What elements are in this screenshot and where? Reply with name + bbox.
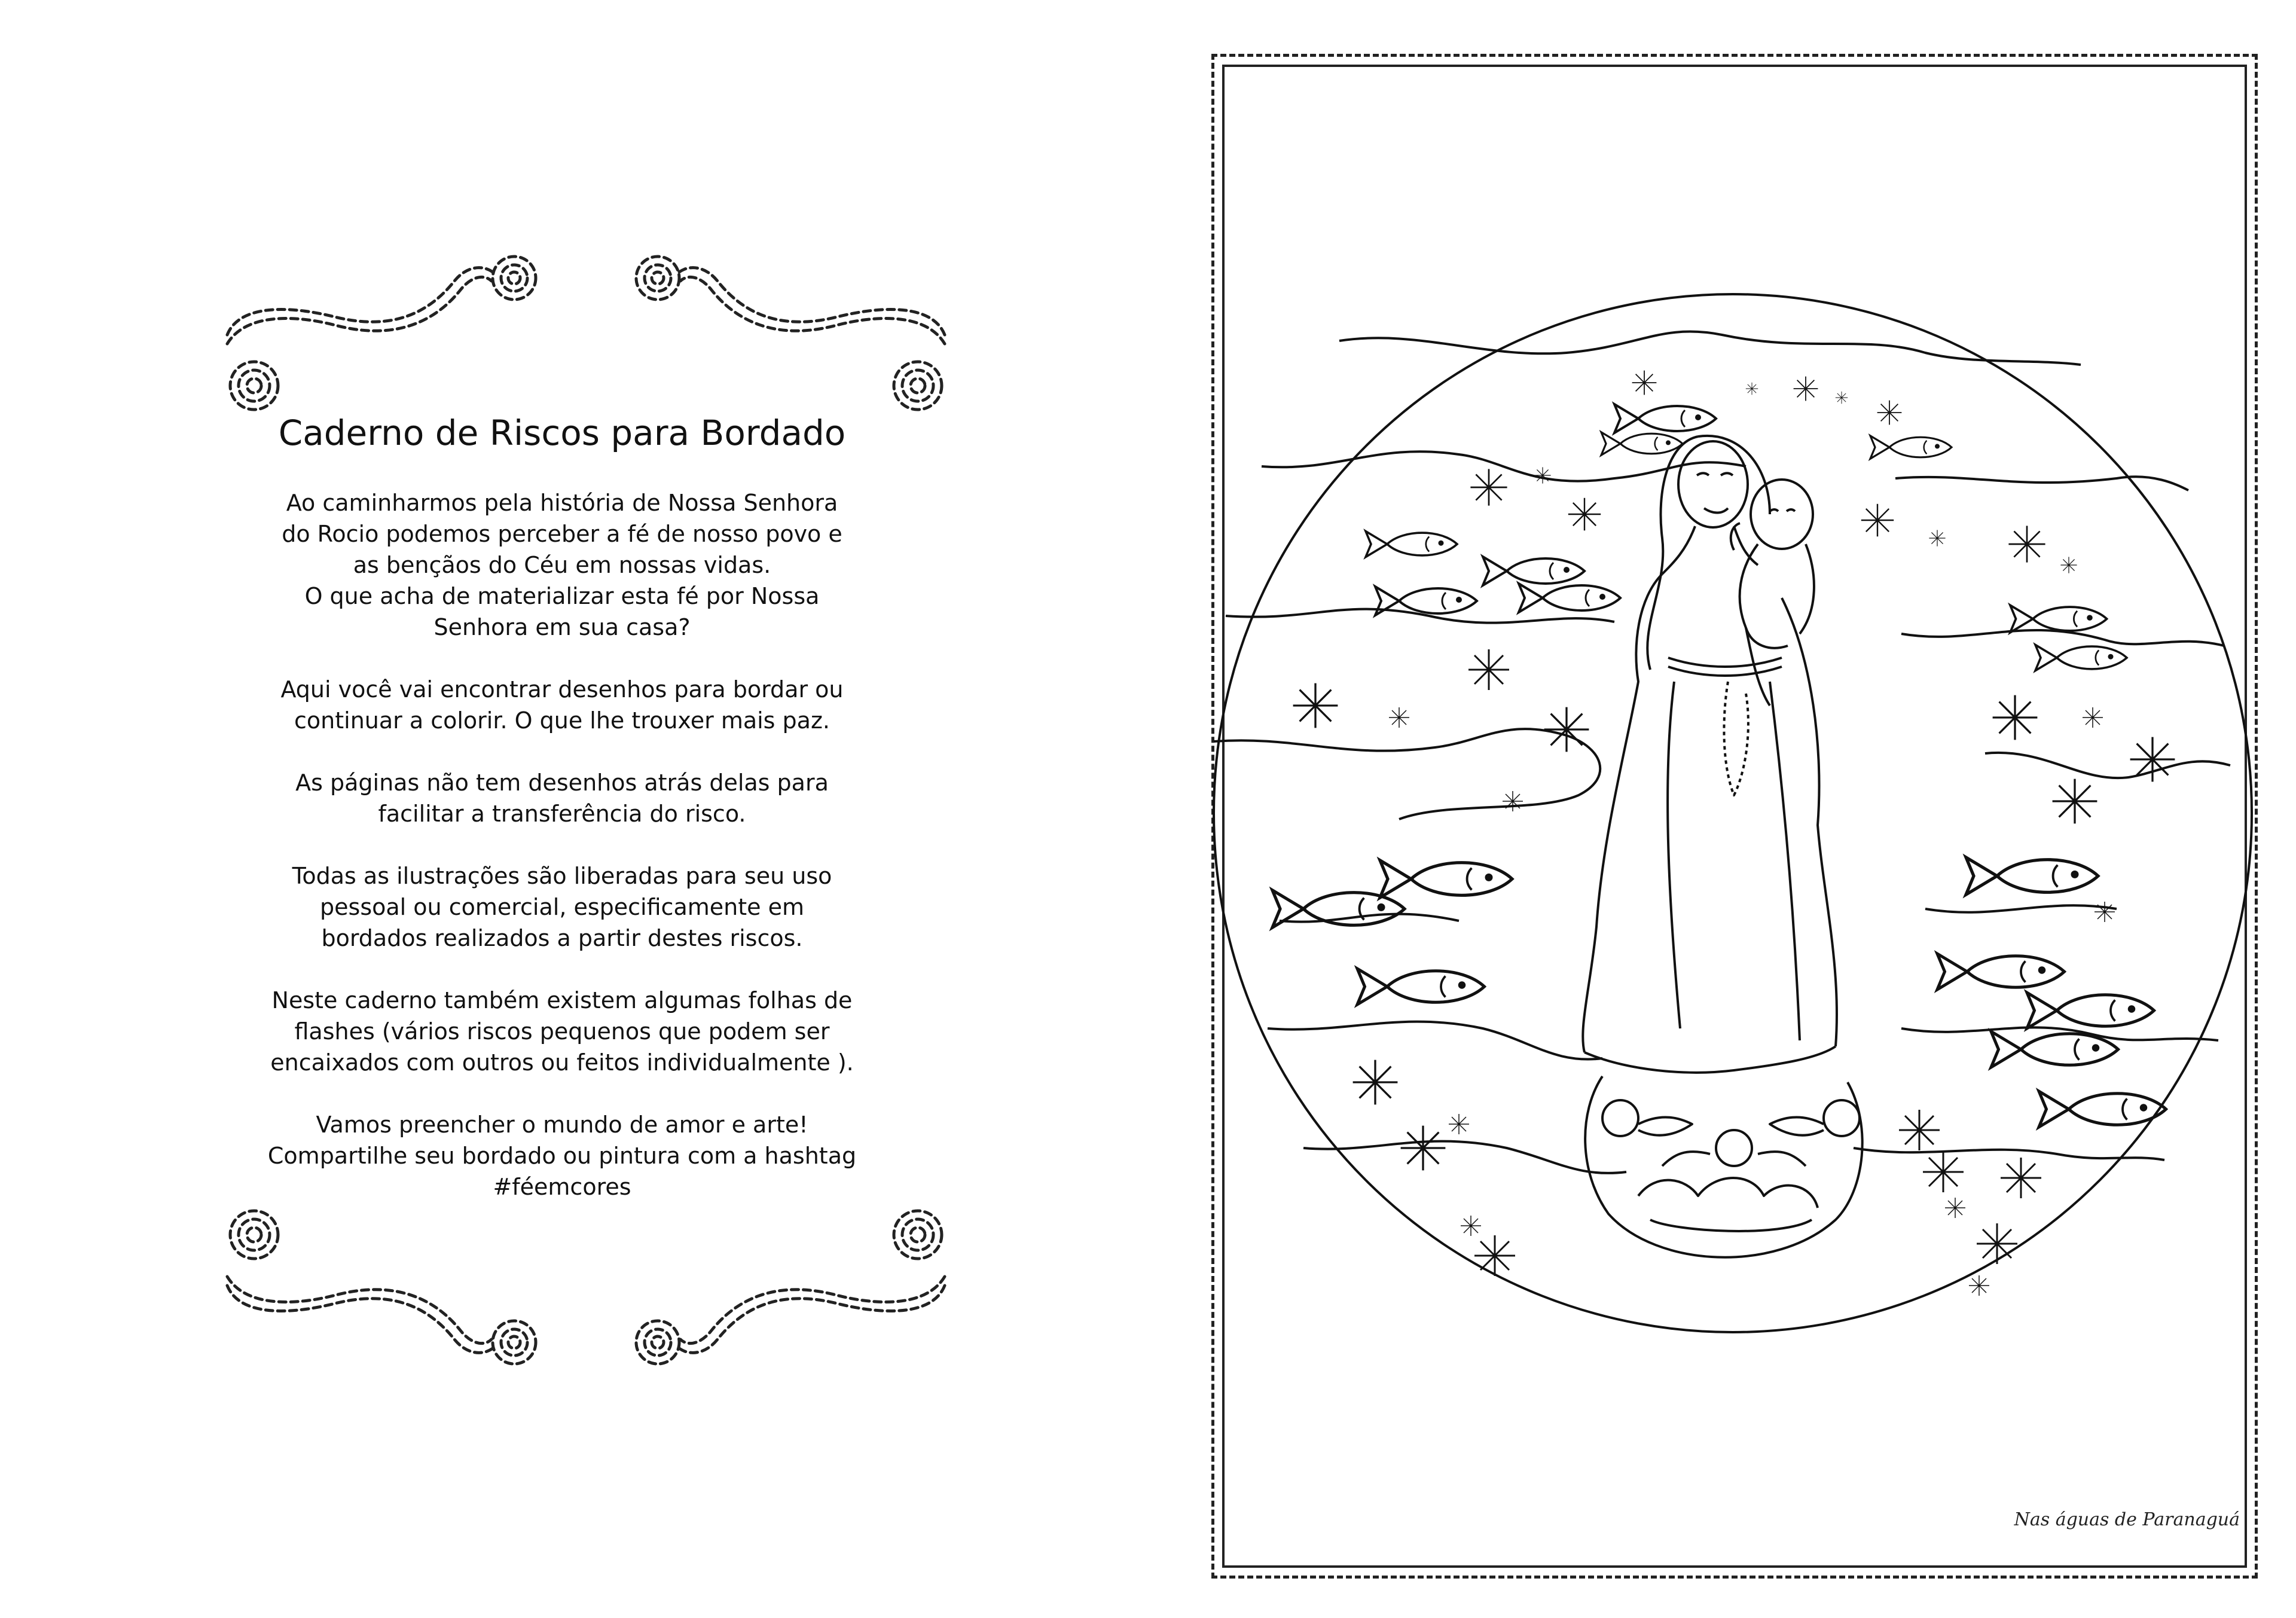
- text-line: Aqui você vai encontrar desenhos para bordar ou: [280, 676, 844, 703]
- paragraph: [233, 860, 891, 954]
- madonna-figure: [1583, 436, 1862, 1257]
- text-line: facilitar a transferência do risco.: [378, 801, 746, 827]
- text-line: Ao caminharmos pela história de Nossa Senhora: [286, 490, 838, 516]
- right-page: [1148, 0, 2296, 1618]
- paragraph: [233, 487, 891, 643]
- page-title: Caderno de Riscos para Bordado: [278, 413, 846, 453]
- text-line: O que acha de materializar esta fé por Nossa: [304, 583, 820, 609]
- text-line: pessoal ou comercial, especificamente em: [320, 894, 804, 920]
- text-line: As páginas não tem desenhos atrás delas para: [295, 770, 829, 796]
- text-line: flashes (vários riscos pequenos que podem ser: [294, 1018, 830, 1045]
- text-line: Todas as ilustrações são liberadas para seu uso: [292, 863, 832, 889]
- paragraph: [233, 674, 891, 736]
- paragraph: [233, 985, 891, 1078]
- text-line: #féemcores: [493, 1174, 631, 1200]
- top-swirl-ornament-icon: [203, 239, 969, 431]
- text-line: Senhora em sua casa?: [433, 614, 691, 640]
- text-line: do Rocio podemos perceber a fé de nosso povo e: [282, 521, 842, 547]
- water-waves: [1214, 331, 2230, 1173]
- star-group: [1293, 371, 2175, 1296]
- our-lady-illustration-icon: [1148, 0, 2296, 1618]
- text-line: Neste caderno também existem algumas folhas de: [271, 987, 853, 1013]
- bottom-swirl-ornament-icon: [203, 1190, 969, 1381]
- text-line: Vamos preencher o mundo de amor e arte!: [316, 1112, 808, 1138]
- paragraph: [233, 1109, 891, 1202]
- text-line: as bençãos do Céu em nossas vidas.: [353, 552, 771, 578]
- text-line: Compartilhe seu bordado ou pintura com a hashtag: [267, 1143, 857, 1169]
- paragraph: [233, 767, 891, 829]
- illustration-caption: Nas águas de Paranaguá: [2014, 1509, 2240, 1530]
- intro-text: [233, 487, 891, 1202]
- text-line: encaixados com outros ou feitos individualmente ).: [270, 1049, 854, 1076]
- text-line: continuar a colorir. O que lhe trouxer mais paz.: [294, 707, 830, 734]
- text-line: bordados realizados a partir destes riscos.: [321, 925, 803, 951]
